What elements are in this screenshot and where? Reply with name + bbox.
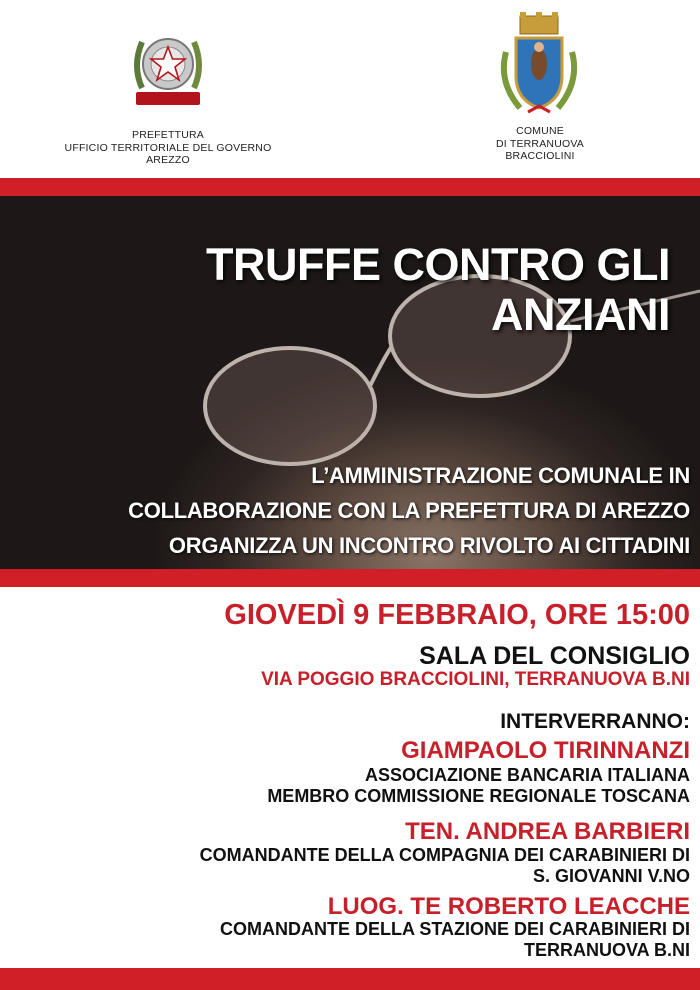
speaker-role: COMANDANTE DELLA COMPAGNIA DEI CARABINIERI DI xyxy=(199,845,690,865)
terranuova-coat-of-arms xyxy=(498,12,580,124)
poster-subtitle xyxy=(0,458,690,563)
speakers-heading: INTERVERRANNO: xyxy=(500,710,690,733)
speaker-role: MEMBRO COMMISSIONE REGIONALE TOSCANA xyxy=(267,786,690,806)
red-divider-bottom xyxy=(0,968,700,990)
poster-title xyxy=(50,240,670,340)
caption-line: DI TERRANUOVA xyxy=(496,137,584,150)
speaker-name: LUOG. TE ROBERTO LEACCHE xyxy=(327,893,690,920)
speaker-role: S. GIOVANNI V.NO xyxy=(532,866,690,886)
subtitle-line: ORGANIZZA UN INCONTRO RIVOLTO AI CITTADINI xyxy=(168,533,690,558)
prefettura-caption xyxy=(40,129,296,167)
speaker-role: ASSOCIAZIONE BANCARIA ITALIANA xyxy=(365,765,690,785)
title-line: TRUFFE CONTRO GLI xyxy=(206,239,670,290)
comune-caption xyxy=(470,125,610,163)
caption-line: UFFICIO TERRITORIALE DEL GOVERNO xyxy=(64,141,272,154)
subtitle-line: L’AMMINISTRAZIONE COMUNALE IN xyxy=(311,463,690,488)
event-venue: SALA DEL CONSIGLIO xyxy=(419,642,690,670)
title-line: ANZIANI xyxy=(491,289,670,340)
speaker-role: COMANDANTE DELLA STAZIONE DEI CARABINIERI DI xyxy=(220,919,690,939)
subtitle-line: COLLABORAZIONE CON LA PREFETTURA DI AREZZO xyxy=(128,498,690,523)
event-address: VIA POGGIO BRACCIOLINI, TERRANUOVA B.NI xyxy=(261,669,690,690)
red-divider-top xyxy=(0,178,700,196)
red-divider-middle xyxy=(0,569,700,587)
speaker-name: GIAMPAOLO TIRINNANZI xyxy=(401,737,690,764)
speaker-role: TERRANUOVA B.NI xyxy=(524,940,690,960)
caption-line: COMUNE xyxy=(516,125,564,137)
caption-line: PREFETTURA xyxy=(131,129,204,141)
caption-line: AREZZO xyxy=(146,154,190,166)
speaker-name: TEN. ANDREA BARBIERI xyxy=(405,818,690,845)
event-date: GIOVEDÌ 9 FEBBRAIO, ORE 15:00 xyxy=(224,599,690,631)
italian-republic-emblem xyxy=(128,26,208,114)
header xyxy=(0,0,700,178)
caption-line: BRACCIOLINI xyxy=(505,150,575,162)
